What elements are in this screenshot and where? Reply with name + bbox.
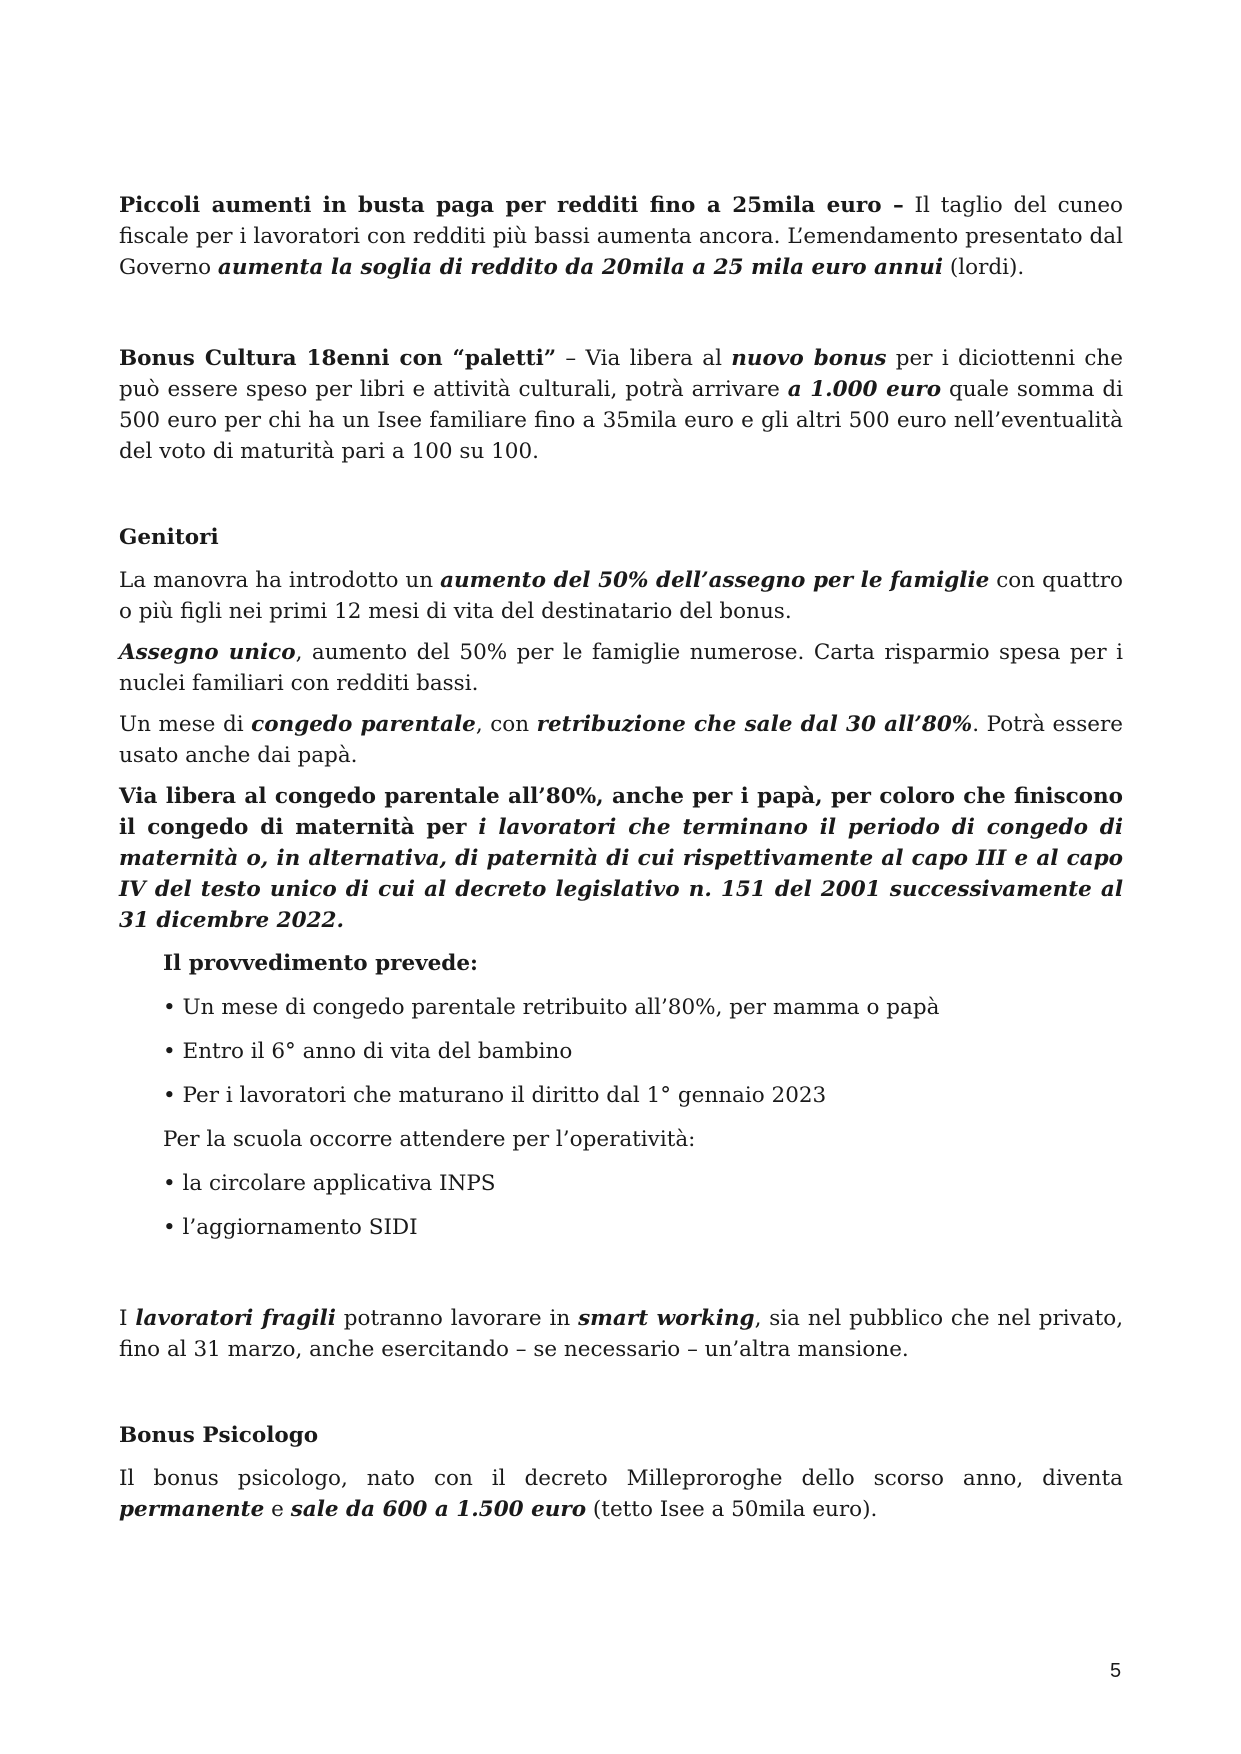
text: (lordi). [943, 255, 1025, 280]
lead-bonus-cultura: Bonus Cultura 18enni con “paletti” [119, 346, 557, 371]
text: e [264, 1497, 291, 1522]
emphasis: retribuzione che sale dal 30 all’80% [536, 712, 973, 737]
document-page [119, 190, 1123, 1525]
text: Il bonus psicologo, nato con il decreto Milleproroghe dello scorso anno, diventa [119, 1466, 1123, 1491]
lead-cuneo: Piccoli aumenti in busta paga per redditi fino a 25mila euro – [119, 193, 904, 218]
paragraph-cuneo-fiscale [119, 190, 1123, 283]
paragraph-assegno-unico [119, 637, 1123, 699]
text: , sia nel pubblico che nel privato, fino al 31 marzo, anche esercitando – se necessario – un’altra mansione. [119, 1306, 1124, 1362]
paragraph-congedo-parentale [119, 709, 1123, 771]
emphasis: Assegno unico [119, 640, 296, 665]
paragraph-bonus-cultura [119, 343, 1123, 467]
paragraph-via-libera-congedo [119, 781, 1123, 936]
list-item: • l’aggiornamento SIDI [163, 1215, 418, 1240]
text: Il taglio del cuneo fiscale per i lavoratori con redditi più bassi aumenta ancora. L’emendamento presentato dal Governo [119, 193, 1124, 280]
text: – Via libera al [556, 346, 732, 371]
text: , aumento del 50% per le famiglie numerose. Carta risparmio spesa per i nuclei familiari con redditi bassi. [119, 640, 1124, 696]
list-item: • la circolare applicativa INPS [163, 1171, 496, 1196]
text: I [119, 1306, 136, 1331]
text: per i diciottenni che può essere speso per libri e attività culturali, potrà arrivare [119, 346, 1123, 402]
heading-bonus-psicologo: Bonus Psicologo [119, 1423, 319, 1448]
emphasis: congedo parentale [251, 712, 476, 737]
text: Un mese di [119, 712, 252, 737]
text: quale somma di 500 euro per chi ha un Isee familiare fino a 35mila euro e gli altri 500 euro nell’eventualità del voto di maturità pari a 100 su 100. [119, 377, 1123, 464]
emphasis: i lavoratori che terminano il periodo di congedo di maternità o, in alternativa, di paternità di cui rispettivamente al capo III e al capo IV del testo unico di cui al decreto legislativo n. 151 del 2001 successivamente al 31 dicembre 2022. [119, 815, 1123, 933]
emphasis: a 1.000 euro [787, 377, 942, 402]
page-number: 5 [1110, 1660, 1122, 1682]
emphasis: aumenta la soglia di reddito da 20mila a 25 mila euro annui [217, 255, 944, 280]
scuola-intro: Per la scuola occorre attendere per l’operatività: [163, 1127, 696, 1152]
text: La manovra ha introdotto un [119, 568, 441, 593]
heading-genitori: Genitori [119, 525, 219, 550]
text: potranno lavorare in [335, 1306, 579, 1331]
emphasis: permanente [119, 1497, 265, 1522]
text: , con [475, 712, 537, 737]
text: . Potrà essere usato anche dai papà. [119, 712, 1123, 768]
paragraph-assegno-famiglie [119, 565, 1123, 627]
text: con quattro o più figli nei primi 12 mesi di vita del destinatario del bonus. [119, 568, 1123, 624]
emphasis: lavoratori fragili [135, 1306, 336, 1331]
paragraph-lavoratori-fragili [119, 1303, 1123, 1365]
heading-provvedimento: Il provvedimento prevede: [163, 951, 478, 976]
emphasis: aumento del 50% dell’assegno per le famiglie [440, 568, 990, 593]
text: (tetto Isee a 50mila euro). [586, 1497, 878, 1522]
emphasis: nuovo bonus [731, 346, 887, 371]
list-item: • Per i lavoratori che maturano il diritto dal 1° gennaio 2023 [163, 1083, 827, 1108]
list-item: • Entro il 6° anno di vita del bambino [163, 1039, 573, 1064]
emphasis: sale da 600 a 1.500 euro [290, 1497, 587, 1522]
emphasis: smart working [578, 1306, 755, 1331]
bold-text: Via libera al congedo parentale all’80%, anche per i papà, per coloro che finiscono il congedo di maternità per [119, 784, 1123, 840]
list-item: • Un mese di congedo parentale retribuito all’80%, per mamma o papà [163, 995, 940, 1020]
paragraph-bonus-psicologo [119, 1463, 1123, 1525]
